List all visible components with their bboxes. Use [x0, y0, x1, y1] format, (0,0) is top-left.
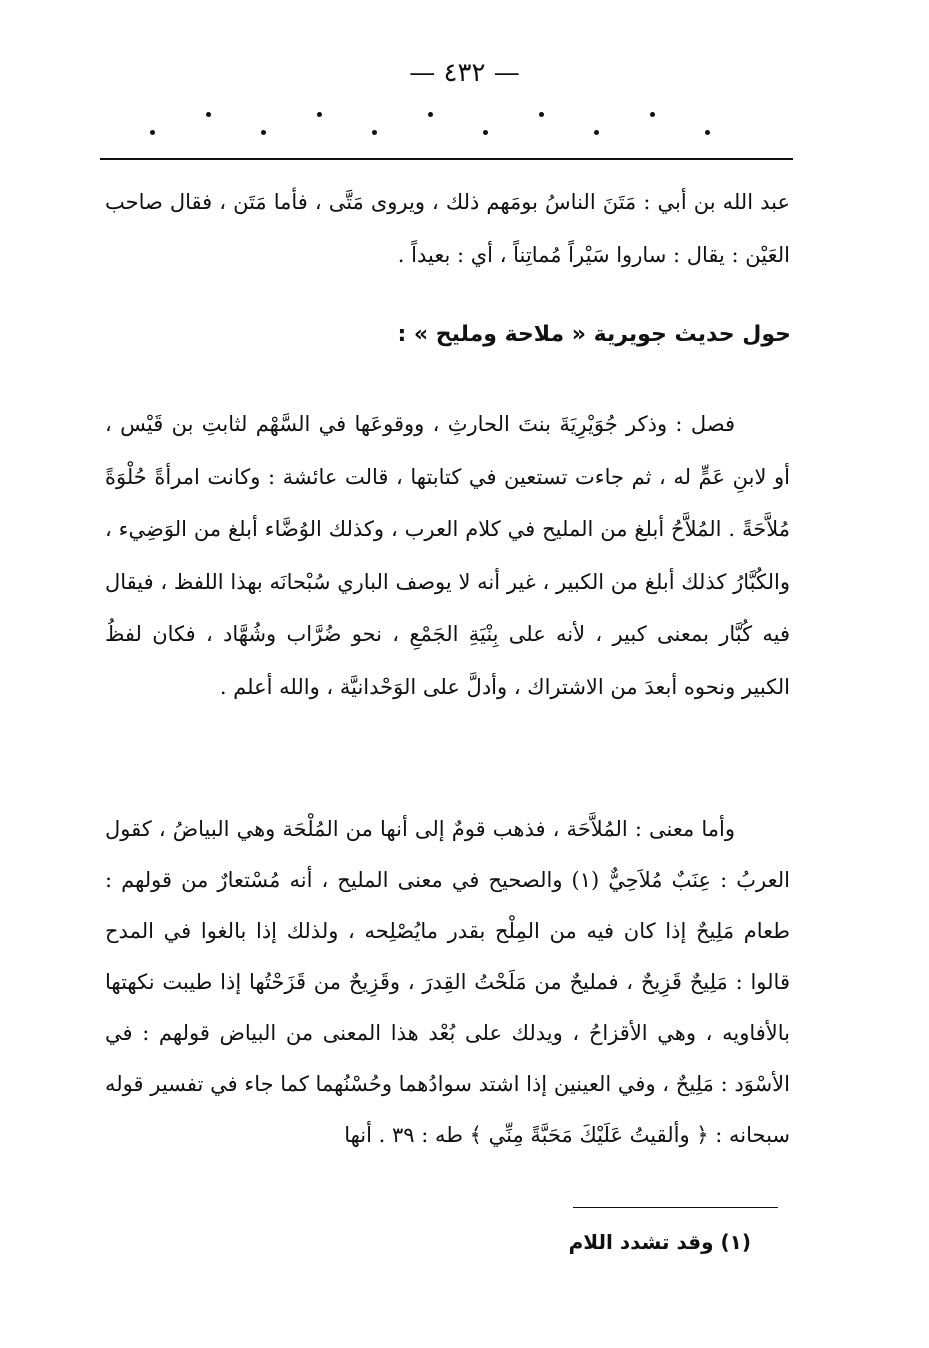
separator-dot [150, 130, 155, 135]
intro-paragraph: عبد الله بن أبي : مَتَنَ الناسُ بومَهم ذلك ، ويروى مَتَّى ، فأما مَتَن ، فقال صاحب العَيْن : يقال : ساروا سَيْراً مُماتِناً ، أي : بعيداً . [105, 190, 790, 267]
separator-dot [372, 130, 377, 135]
separator-dot [428, 112, 433, 117]
dotted-separator [150, 112, 710, 135]
separator-dot [650, 112, 655, 117]
separator-dot [261, 130, 266, 135]
body-paragraph-1: فصل : وذكر جُوَيْرِيَةَ بنتَ الحارثِ ، ووقوعَها في السَّهْم لثابتِ بن قَيْس ، أو لابنِ عَمٍّ له ، ثم جاءت تستعين في كتابتها ، قالت عائشة : وكانت امرأةً حُلْوَةً مُلاَّحَةً . المُلاَّحُ أبلغ من المليح في كلام العرب ، وكذلك الوُضَّاء أبلغ من الوَضِيء ، والكُبَّارُ كذلك أبلغ من الكبير ، غير أنه لا يوصف الباري سُبْحانَه بهذا اللفظ ، فيقال فيه كُبَّار بمعنى كبير ، لأنه على بِنْيَةِ الجَمْعِ ، نحو ضُرَّاب وشُهَّاد ، فكان لفظُ الكبير ونحوه أبعدَ من الاشتراك ، وأدلَّ على الوَحْدانيَّة ، والله أعلم . [105, 412, 790, 699]
section-heading: حول حديث جويرية « ملاحة ومليح » : [397, 322, 791, 347]
separator-dot [317, 112, 322, 117]
separator-dot [705, 130, 710, 135]
body-paragraph-2: وأما معنى : المُلاَّحَة ، فذهب قومٌ إلى أنها من المُلْحَة وهي البياضُ ، كقول العربُ : عِنَبٌ مُلاَحِيٌّ (١) والصحيح في معنى المليح ، أنه مُسْتعارٌ من قولهم : طعام مَلِيحٌ إذا كان فيه من المِلْح بقدر مايُصْلِحه ، ولذلك إذا بالغوا في المدح قالوا : مَلِيحٌ قَزِيحٌ ، فمليحٌ من مَلَحْتُ القِدرَ ، وقَزِيحٌ من قَزَحْتُها إذا طيبت نكهتها بالأفاويه ، وهي الأقزاحُ ، ويدلك على بُعْد هذا المعنى من البياض قولهم : في الأسْوَد : مَلِيحٌ ، وفي العينين إذا اشتد سوادُهما وحُسْنُهما كما جاء في تفسير قوله سبحانه : ﴿ وألقيتُ عَلَيْكَ مَحَبَّةً مِنِّي ﴾ طه : ٣٩ . أنها [105, 817, 790, 1147]
top-rule [100, 158, 793, 160]
footnote-rule [573, 1207, 778, 1208]
separator-dot [206, 112, 211, 117]
page-number: — ٤٣٢ — [409, 58, 520, 88]
separator-dot [594, 130, 599, 135]
separator-dot [539, 112, 544, 117]
separator-dot [483, 130, 488, 135]
footnote: (١) وقد تشدد اللام [568, 1230, 751, 1254]
